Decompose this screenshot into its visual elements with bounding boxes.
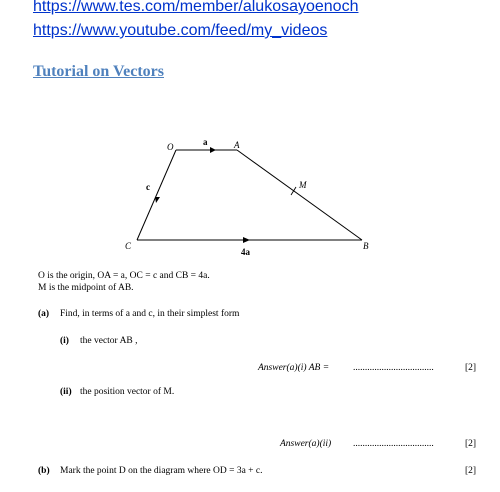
part-a-ii-answer-line[interactable]: .................................. [353, 439, 434, 449]
part-a-ii-marks: [2] [465, 439, 477, 449]
part-a-ii-answer-label: Answer(a)(ii) [280, 439, 332, 449]
label-O: O [167, 142, 174, 152]
part-b-marks: [2] [465, 466, 477, 476]
part-a-text: Find, in terms of a and c, in their simplest form [60, 309, 240, 319]
intro-line-1: O is the origin, OA = a, OC = c and CB = 4a. [38, 271, 210, 281]
tes-profile-link[interactable]: https://www.tes.com/member/alukosayoenoch [33, 0, 359, 15]
label-A: A [234, 140, 240, 150]
part-a-i-label: (i) [60, 336, 69, 346]
label-a: a [203, 137, 208, 147]
label-c: c [146, 182, 150, 192]
arrow-OC-icon [155, 197, 160, 203]
arrow-CB-icon [243, 237, 250, 243]
page-title: Tutorial on Vectors [33, 63, 164, 80]
part-b-label: (b) [38, 466, 50, 476]
label-4a: 4a [241, 247, 250, 257]
edge-AB [237, 150, 362, 240]
arrow-OA-icon [210, 147, 216, 153]
midpoint-tick [291, 187, 296, 195]
part-a-ii-text: the position vector of M. [80, 387, 175, 397]
label-M: M [299, 180, 307, 190]
intro-line-2: M is the midpoint of AB. [38, 283, 134, 293]
part-a-ii-label: (ii) [60, 387, 72, 397]
part-b-text: Mark the point D on the diagram where OD = 3a + c. [60, 466, 263, 476]
part-a-i-answer-label: Answer(a)(i) AB = [258, 363, 330, 373]
part-a-i-text: the vector AB , [80, 336, 138, 346]
label-B: B [363, 241, 369, 251]
part-a-i-marks: [2] [465, 363, 477, 373]
part-a-i-answer-line[interactable]: .................................. [353, 363, 434, 373]
edge-OC [137, 150, 176, 240]
youtube-videos-link[interactable]: https://www.youtube.com/feed/my_videos [33, 22, 328, 39]
part-a-label: (a) [38, 309, 50, 319]
label-C: C [125, 241, 132, 251]
